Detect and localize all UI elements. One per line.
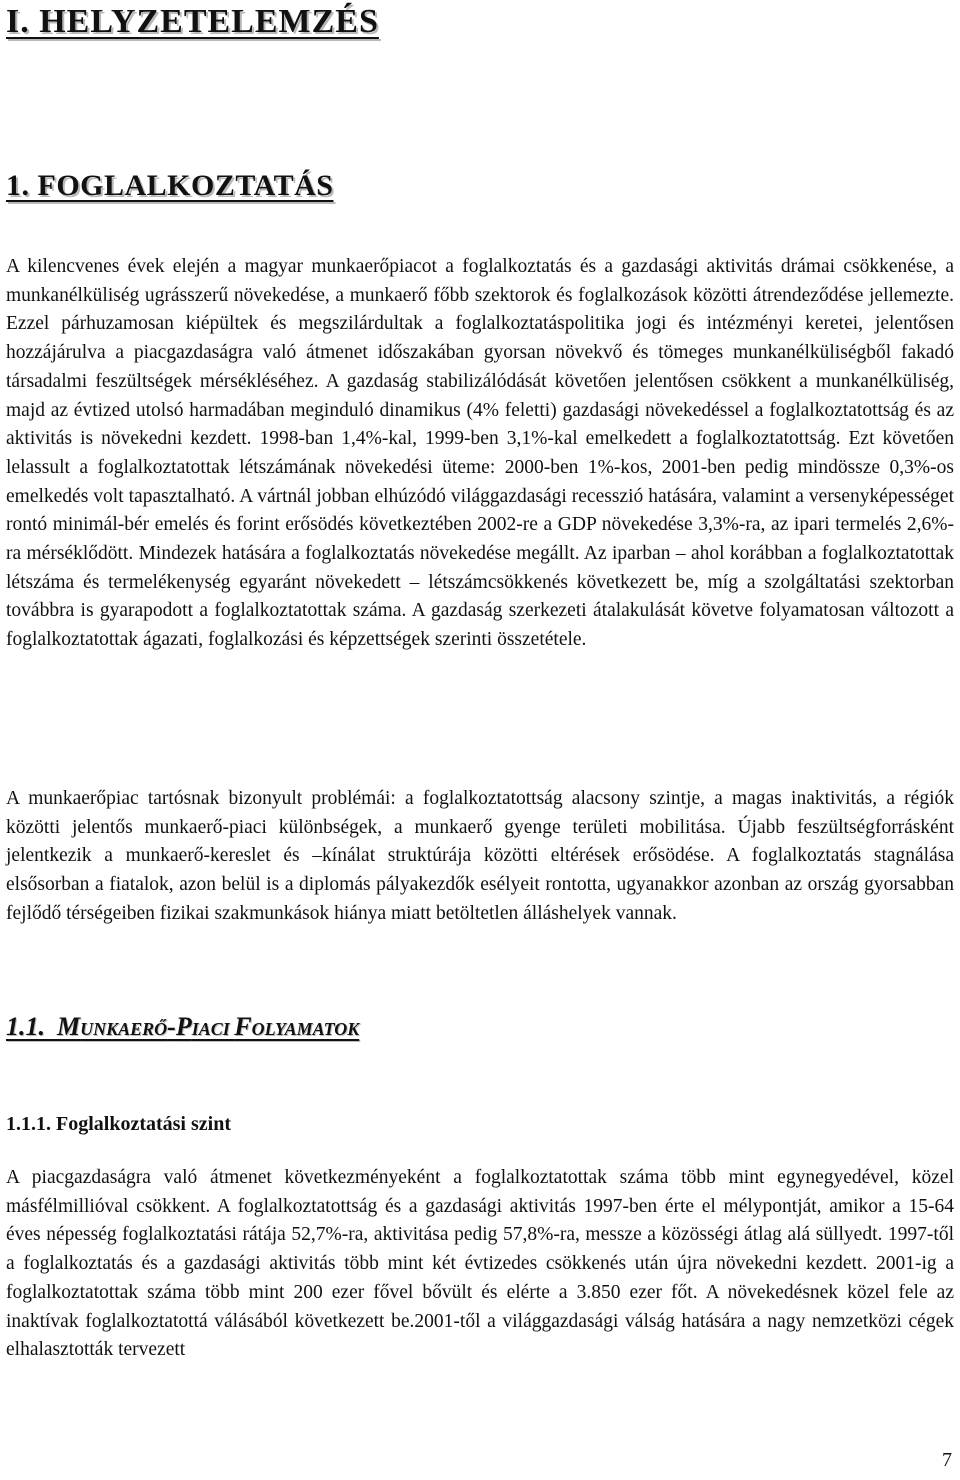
subsection-title-part: IACI [191, 1019, 235, 1039]
chapter-title: I. HELYZETELEMZÉS [6, 3, 379, 40]
subsection-title [6, 1010, 359, 1046]
body-paragraph: A kilencvenes évek elején a magyar munkaerőpiacot a foglalkoztatás és a gazdasági aktivitás drámai csökkenése, a munkanélküliség ugrásszerű növekedése, a munkaerő főbb szektorok és foglalkozások közötti átrendeződése jellemezte. Ezzel párhuzamosan kiépültek és megszilárdultak a foglalkoztatáspolitika jogi és intézményi keretei, jelentősen hozzájárulva a piacgazdaságra való átmenet időszakában gyorsan növekvő és tömeges munkanélküliségből fakadó társadalmi feszültségek mérsékléséhez. A gazdaság stabilizálódását követően jelentősen csökkent a munkanélküliség, majd az évtized utolsó harmadában meginduló dinamikus (4% feletti) gazdasági növekedéssel a foglalkoztatottság és az aktivitás is növekedni kezdett. 1998-ban 1,4%-kal, 1999-ben 3,1%-kal emelkedett a foglalkoztatottság. Ezt követően lelassult a foglalkoztatottak létszámának növekedési üteme: 2000-ben 1%-kos, 2001-ben pedig mindössze 0,3%-os emelkedés volt tapasztalható. A vártnál jobban elhúzódó világgazdasági recesszió hatására, valamint a versenyképességet rontó minimál-bér emelés és forint erősödés következtében 2002-re a GDP növekedése 3,3%-ra, az ipari termelés 2,6%-ra mérséklődött. Mindezek hatására a foglalkoztatás növekedése megállt. Az iparban – ahol korábban a foglalkoztatottak létszáma és termelékenység egyaránt növekedett – létszámcsökkenés következett be, míg a szolgáltatási szektorban továbbra is gyarapodott a foglalkoztatottak száma. A gazdaság szerkezeti átalakulását követve folyamatosan változott a foglalkoztatottak ágazati, foglalkozási és képzettségek szerinti összetétele. [6, 256, 954, 651]
subsection-title-part: M [57, 1012, 81, 1041]
section-title: 1. FOGLALKOZTATÁS [6, 169, 334, 202]
subsection-number: 1.1. [6, 1012, 45, 1041]
page-number: 7 [942, 1449, 952, 1471]
subsubsection-title: 1.1.1. Foglalkoztatási szint [6, 1113, 231, 1135]
body-paragraph: A piacgazdaságra való átmenet következményeként a foglalkoztatottak száma több mint egynegyedével, közel másfélmillióval csökkent. A foglalkoztatottság és a gazdasági aktivitás 1997-ben érte el mélypontját, amikor a 15-64 éves népesség foglalkoztatási rátája 52,7%-ra, aktivitása pedig 57,8%-ra, messze a közösségi átlag alá süllyedt. 1997-től a foglalkoztatás és a gazdasági aktivitás több mint két évtizedes csökkenés után újra növekedni kezdett. 2001-ig a foglalkoztatottak száma több mint 200 ezer fővel bővült és elérte a 3.850 ezer főt. A növekedésnek közel fele az inaktívak foglalkoztatottá válásából következett be.2001-től a világgazdasági válság hatására a nagy nemzetközi cégek elhalasztották tervezett [6, 1167, 954, 1361]
subsection-title-part: UNKAERŐ [80, 1019, 168, 1039]
subsection-title-part: OLYAMATOK [251, 1019, 360, 1039]
body-paragraph: A munkaerőpiac tartósnak bizonyult problémái: a foglalkoztatottság alacsony szintje, a magas inaktivitás, a régiók közötti jelentős munkaerő-piaci különbségek, a munkaerő gyenge területi mobilitása. Újabb feszültségforrásként jelentkezik a munkaerő-kereslet és –kínálat struktúrája közötti eltérések erősödése. A foglalkoztatás stagnálása elsősorban a fiatalok, azon belül is a diplomás pályakezdők esélyeit rontotta, ugyanakkor azonban az ország gyorsabban fejlődő térségeiben fizikai szakmunkások hiánya miatt betöltetlen álláshelyek vannak. [6, 788, 954, 924]
subsection-title-part: F [234, 1012, 252, 1041]
subsection-title-part: -P [167, 1012, 192, 1041]
